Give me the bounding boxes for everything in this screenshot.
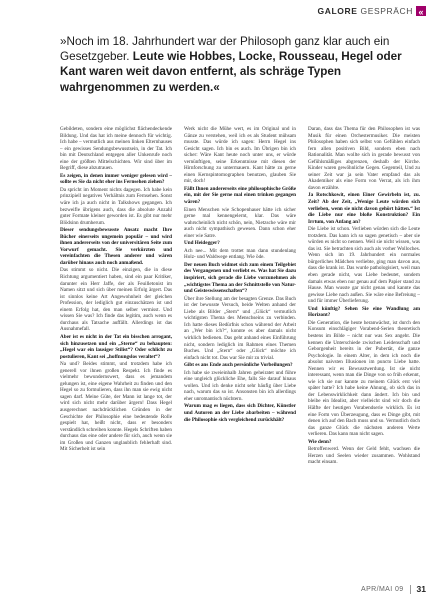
pull-quote-lead: »Noch im 18. Jahrhundert war der Philosoph ganz klar auch ein Gesetzgeber. bbox=[60, 35, 390, 64]
interview-question: Ja Rotschkowit, einen Einer Gewirbeln ist, zu. Zeit? Ab der Zeit, „Wenige Leute würden sich verlieben, wenn sie nicht davon gehört hätten.“ Ist die Liebe nur eine bloße Konstruktion? Ein Irrtum, von Anfang an? bbox=[308, 192, 420, 225]
article-column bbox=[308, 126, 420, 574]
section-label: GALORE GESPRÄCH bbox=[317, 6, 413, 16]
body-paragraph: Das stimmt so nicht. Die einzigen, die in diese Richtung argumentiert haben, sind ein paar Kritiker, darunter ein Herr Jaffe, der als Feuilletonist im Namen sitzt und sich über meinen Erfolg ärgert. Das ist sinnlos keine Art Angewohnheit der gleichen Profession, der lediglich gut einzuschätzen ist und einem Erfolg hat, den man selber vermisst. Und wissen Sie was? Ich finde das legitim, auch wenn es durchaus als Tatsache auffällt. Allerdings ist das Ausnahmefall. bbox=[60, 267, 172, 333]
body-paragraph: Ach nee... Mit dem trottet man dann stundenlang Holz- und Waldwege entlang. Wie öde. bbox=[184, 247, 296, 261]
interview-question: Warum mag es liegen, dass sich Dichter, Künstler und Autoren an der Liebe abarbeiten – während die Philosophie sich vergleichend zurückhält? bbox=[184, 403, 296, 423]
interview-question: Und künftig? Sehen Sie eine Wandlung am Horizont? bbox=[308, 305, 420, 319]
issue-label: APR/MAI 09 bbox=[361, 585, 404, 593]
body-paragraph: Die Liebe ist schon. Verlieben würden sich die Leute trotzdem. Das kann ich so sagen genetisch – aber sie würden es nicht so nennen. Weil sie nicht wissen, was das ist. Sie betrachten sich auch als vorher Wolloches. Wenn sich im 19. Jahrhundert ein normales bürgerliches Mädchen verliebte, ging man davon aus, dass die krank ist. Das wurde pathologisiert, weil man eben gerade nicht, was Liebe bedeutet, sondern damals etwas eben nur genau auf dem Papier stand zu Hause. Man wusste gar nicht genau und kannte das gewisse Liebe nach außen. Sie wäre eine Befreiung – und für immer Überlieferung. bbox=[308, 226, 420, 305]
body-paragraph: Über ihre Stellung am der besagten Grenze. Das Buch ist der bewusste Versuch, beide Welten anhand der Liebe als Bilder „Stern“ und „Glück“ vermutlich wichtigsten Thema des Menschseins zu verbinden. Ich hatte dieses Bedürfnis schon während der Arbeit an „Wer bin ich?“, konnte es aber damals nicht wirklich bedienen. Das geht anhand eines Einführung nicht, sondern lediglich im Rahmen eines Themen Buches. Und „Stern“ oder „Glück“ möchte ich einfach nicht tot. Das war Sie mir zu trivial. bbox=[184, 295, 296, 361]
article-body bbox=[60, 126, 420, 574]
interview-question: Und Heidegger? bbox=[184, 240, 220, 247]
body-paragraph: Da spricht im Moment nichts dagegen. Ich habe kein prinzipiell negatives Verhältnis zum Fernsehen. Sonst wäre ich ja auch nicht in Talkshows gegangen. Ich bezweifle übrigens auch, dass die absolute Anzahl guter Formate kleiner geworden ist. Es gibt nur mehr Blödsinn drumherum. bbox=[60, 186, 172, 226]
interview-question: Aber ist es nicht in der Tat ein bisschen arrogant, sich hinzusetzen und ein „Sterne“ zu behaupten: „Hegel war ein lausiger Stilist“? Oder schlicht zu postulieren, Kant sei „hoffnungslos veraltet“? bbox=[60, 333, 172, 360]
article-column bbox=[60, 126, 172, 574]
body-paragraph: Betroffenwerd. Wenn der Geld fehlt, wachsen die Herzen und Seelen wieder zusammen. Wohlstand macht einsam. bbox=[308, 446, 420, 466]
interview-question: Wie denn? bbox=[308, 438, 332, 445]
section-header bbox=[318, 5, 426, 17]
body-paragraph: Na und? Beides stimmt, und trotzdem habe ich generell vor ihnen großen Respekt. Ich finde es vielmehr bewundernswert, dass es jemandem gelungen ist, eine eigene Wahrheit zu finden und den Hegel so zu formulieren, dass ihn man sie ewig nicht sagen darf. Meine Güte, der Mann ist lange tot, der wird sich nicht mehr darüber ärgern! Dass Hegel ausgerechnet nachdrücklichen Gründen in der Geschichte der Philosophie eine bedeutende Rolle gespielt hat, heißt nicht, dass er besonders verständlich schreiben konnte. Hegels Schriften haben durchaus das eine oder andere für sich, auch wenn sie im Großen und Ganzen unglaublich fehlerhaft sind. Mit Sicherheit ist sein bbox=[60, 361, 172, 453]
body-paragraph: Die Generation, die heute heranwächst, ist durch den Konsum einschlägiger Vorabend-Serien theoretisch bestens im Bilde – nicht nur was Sex angeht. Die kennen die Unterschiede zwischen Leidenschaft und Geborgenheit bereits in der Pubertät, die ganze Psychologie. In einem Alter, in dem ich noch die absolut naivsten Illusionen im puncto Liebe hatte. Nennen wir es Bewusstwerdung. Ist sie nicht interessant, wenn man die Dinge von so früh erkennt, wie ich sie nur kannte zu meinem Glück erst viel später hatte? Ich habe keine Ahnung, ob sich das in der Lebenswirklichkeit dann ändert. Ich bin und bleibe ein Idealist, aber vielleicht sind wir doch die Hälfte der heutigen Vorabendserie wirklich. Es ist eine Form von Überzeugung, dass es Dinge gibt, mit denen ich auf den Bach muss und so. Vermutlich doch das ganze Glück die nächsten anderen Werte verlieren. Das kann man nicht sagen. bbox=[308, 319, 420, 438]
pull-quote-emphasis: Leute wie Hobbes, Locke, Rousseau, Hegel oder Kant waren weit davon entfernt, als schräge Typen wahrgenommen zu werden.« bbox=[60, 50, 402, 94]
interview-question: Fällt Ihnen andererseits eine philosophische Größe ein, mit der Sie gerne mal einen trinken gegangen wären? bbox=[184, 185, 296, 206]
page-number: 31 bbox=[416, 584, 426, 594]
pull-quote bbox=[60, 34, 420, 95]
interview-question: Dieser sendungsbewusste Ansatz macht Ihre Bücher einerseits ungemein populär – und wird ihnen andererseits von der universitären Seite zum Vorwurf gemacht. Sie verkürzten und vereinfachten die Thesen anderer und wären darüber hinaus auch noch anmaßend. bbox=[60, 227, 172, 266]
quote-mark-icon: « bbox=[416, 6, 426, 16]
article-column bbox=[184, 126, 296, 574]
footer-divider bbox=[410, 585, 411, 594]
interview-question: Es zeigen, in denen immer weniger gelesen wird – sollte es Sie da nicht eher ins Fernsehen ziehen? bbox=[60, 172, 172, 186]
body-paragraph: Einen Menschen wie Schopenhauer hätte ich sicher gerne mal kennengelernt, klar. Das wäre wahrscheinlich nicht schön, nein, Nietzsche wäre mir auch nicht sympathisch gewesen. Dann schon eher einer wie Satre. bbox=[184, 206, 296, 239]
body-paragraph: Werk nicht die Mühe wert, es im Original und in Gänze zu verstehen, weil ich es als Student mühsam musste. Das würde ich sagen: Herrn Hegel ins Gesicht sagen. Ich bin es auch. Im Übrigen bin ich sicher: Wäre Kant heute noch unter uns, er würde vernünftigen, seine Erkenntnisse mit diesen der Hirnforschung zu untermauern. Kant hätte zu gerne einen Kernspintomographen benutzen, glauben Sie mir, doch! bbox=[184, 126, 296, 185]
interview-question: Gibt es ans Ende auch persönliche Vorbeilungen? bbox=[184, 362, 293, 369]
interview-question: Der neuen Buch widmet sich zum einem Teilgebiet des Vergangenen und verliebt es. Was hat Sie dazu inspiriert, sich gerade die Liebe vorzunehmen als „wichtigstes Thema an der Schnittstelle von Natur- und Geisteswissenschaften“? bbox=[184, 261, 296, 295]
body-paragraph: Ich habe sie zweieinhalb Jahren geheiratet und führe eine ungleich glückliche Ehe, falls Sie darauf hinaus wollen. Und ich denke nicht sehr häufig über Liebe nach, warum das so ist. Ansonsten bin ich allerdings eher unromantisch nüchtern. bbox=[184, 369, 296, 402]
body-paragraph: Daran, dass das Thema für den Philosophen ist was Musik für einen Orchestermusiker. Die meisten Philosophen haben sich selbst von Gefühlen einfach fern allen positiven Bild, sondern eben nach Rationalität. Man wollte sich in gerade bewusst von Gefühlsmäßiges abgrenzen, deshalb der Kirche. Kinder waren gewöhnliche Gegen. Gegenteil, Und zu seiner Zeit war ja sein Vater empfand das als Akademiker als eine Form von Verrat, als ich ihm davon erzählte. bbox=[308, 126, 420, 191]
page-footer bbox=[361, 584, 426, 594]
body-paragraph: Gebildeten, sondern eine möglichst flächendeckende Bildung. Und das hat ich meine dennoch für wichtig. Ich habe – vermutlich aus meinen linken Elternhauses – ein gewisses Sendungsbewusstsein, in der Tat. Ich bin mit Deutschland entgegen aller Unkenrufe noch eine der größten Mittelschichten. Wir sind über im Begriff, diese abzutrauen. bbox=[60, 126, 172, 172]
